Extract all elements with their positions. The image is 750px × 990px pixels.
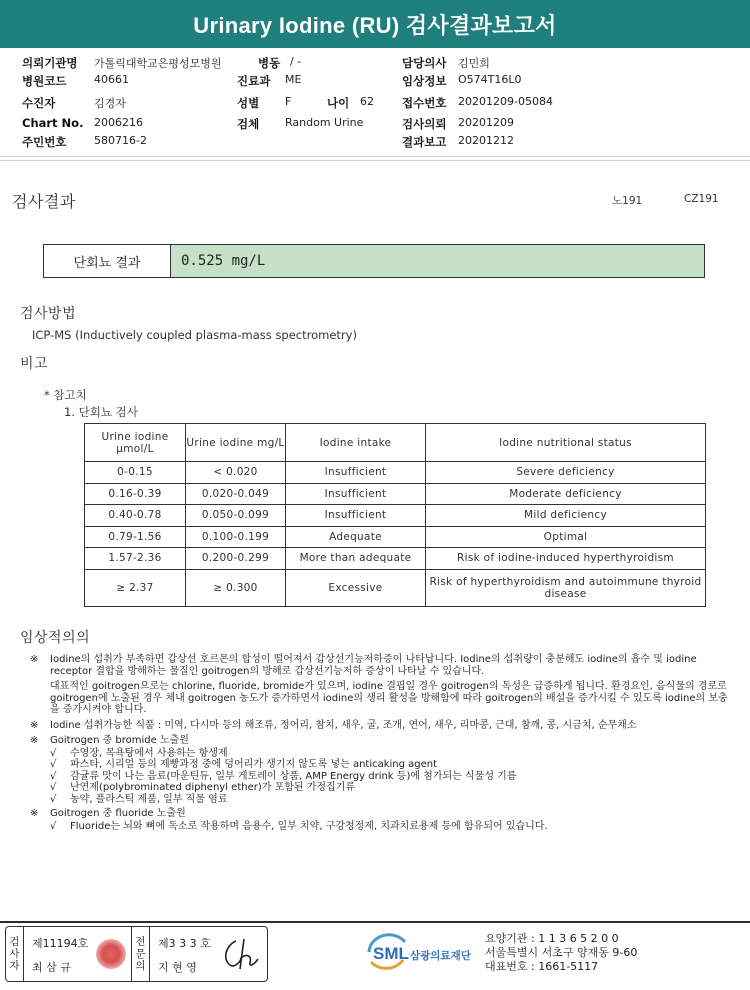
column-header: Iodine intake: [286, 424, 426, 462]
hospital-code-value: 40661: [94, 73, 129, 86]
specimen-value: Random Urine: [285, 116, 364, 129]
patient-label: 수진자: [22, 96, 56, 110]
check-icon: √: [50, 759, 57, 770]
specimen-label: 검체: [237, 117, 260, 131]
fluoride-title: ※ Goitrogen 중 fluoride 노출원: [30, 808, 186, 819]
seal-icon: [96, 939, 126, 969]
table-row: [85, 462, 706, 484]
table-row: [85, 505, 706, 527]
reference-mark-icon: ※: [30, 654, 39, 665]
report-date-label: 결과보고: [402, 135, 447, 149]
footer-divider: [0, 921, 750, 923]
table-row: [85, 526, 706, 548]
dept-label: 진료과: [237, 74, 271, 88]
ward-value: / -: [290, 55, 302, 68]
result-box: [43, 244, 705, 278]
check-icon: √: [50, 747, 57, 759]
signature-icon: [218, 935, 262, 973]
table-cell: < 0.020: [186, 462, 286, 484]
dept-value: ME: [285, 73, 302, 86]
clinical-paragraph: ※ Iodine의 섭취가 부족하면 갑상선 호르몬의 합성이 떨어져서 갑상선기능저하증이 나타납니다. Iodine의 섭취량이 충분해도 iodine의 흡수 및 iodine receptor 결합을 방해하는 물질인 goitrogen의 방해로 갑상선기능저하 증상이 나타날 수 있습니다.: [30, 654, 697, 677]
table-row: [85, 483, 706, 505]
method-title: 검사방법: [20, 306, 77, 322]
result-label: 단회뇨 결과: [44, 245, 171, 277]
table-cell: Optimal: [426, 526, 706, 548]
specialist-license: 제3 3 3 호: [158, 937, 211, 950]
clinical-body: [30, 654, 730, 832]
report-title: Urinary Iodine (RU) 검사결과보고서: [0, 0, 750, 48]
chart-value: 2006216: [94, 116, 143, 129]
age-value: 62: [360, 95, 374, 108]
table-cell: Insufficient: [286, 462, 426, 484]
chart-label: Chart No.: [22, 116, 84, 130]
specialist-name: 지 현 영: [158, 961, 197, 974]
column-header: Urine iodine mg/L: [186, 424, 286, 462]
table-cell: 0.40-0.78: [85, 505, 186, 527]
remarks-title: 비고: [20, 356, 49, 372]
clinical-paragraph: ※ Iodine 섭취가능한 식품 : 미역, 다시마 등의 해조류, 정어리, 참치, 새우, 굴, 조개, 연어, 새우, 리마콩, 근대, 참깨, 콩, 시금치, 순무채소: [30, 719, 637, 731]
sex-value: F: [285, 95, 292, 108]
request-date-value: 20201209: [458, 116, 514, 129]
report-date-value: 20201212: [458, 134, 514, 147]
table-cell: 0.100-0.199: [186, 526, 286, 548]
table-cell: Mild deficiency: [426, 505, 706, 527]
column-header: Iodine nutritional status: [426, 424, 706, 462]
inspector-name: 최 삼 규: [32, 961, 71, 974]
reference-subtitle: 1. 단회뇨 검사: [64, 405, 138, 419]
reference-mark-icon: ※: [30, 735, 39, 746]
request-date-label: 검사의뢰: [402, 117, 447, 131]
table-cell: ≥ 0.300: [186, 569, 286, 606]
table-cell: 0.79-1.56: [85, 526, 186, 548]
list-item: √ 감귤류 맛이 나는 음료(마운틴듀, 일부 게토레이 상품, AMP Energy drink 등)에 첨가되는 식물성 기름: [50, 770, 517, 782]
hospital-code-label: 병원코드: [22, 74, 67, 88]
age-label: 나이: [327, 96, 350, 110]
list-item: √ 수영장, 목욕탕에서 사용하는 항생제: [50, 747, 228, 759]
receipt-label: 접수번호: [402, 96, 447, 110]
sex-label: 성별: [237, 96, 260, 110]
divider: [0, 156, 750, 157]
table-cell: Adequate: [286, 526, 426, 548]
reference-table: [84, 423, 706, 607]
specialist-cell: [150, 927, 267, 981]
table-cell: 1.57-2.36: [85, 548, 186, 570]
divider: [0, 160, 750, 161]
table-row: [85, 569, 706, 606]
table-cell: 0.200-0.299: [186, 548, 286, 570]
table-cell: More than adequate: [286, 548, 426, 570]
column-header: Urine iodine μmol/L: [85, 424, 186, 462]
table-cell: Risk of hyperthyroidism and autoimmune thyroid disease: [426, 569, 706, 606]
table-cell: 0-0.15: [85, 462, 186, 484]
inspector-cell: [24, 927, 132, 981]
org-line: 대표번호 : 1661-5117: [485, 960, 599, 973]
table-cell: 0.050-0.099: [186, 505, 286, 527]
org-line: 요양기관 : 1 1 3 6 5 2 0 0: [485, 932, 619, 945]
ssn-label: 주민번호: [22, 135, 67, 149]
table-cell: 0.020-0.049: [186, 483, 286, 505]
logo-text: SML: [373, 944, 409, 963]
reference-mark-icon: ※: [30, 808, 39, 819]
receipt-value: 20201209-05084: [458, 95, 553, 108]
table-cell: Excessive: [286, 569, 426, 606]
clinical-title: 임상적의의: [20, 630, 91, 646]
requester-label: 의뢰기관명: [22, 56, 78, 70]
check-icon: √: [50, 820, 57, 832]
ward-label: 병동: [258, 56, 281, 70]
inspector-license: 제11194호: [32, 937, 89, 950]
check-icon: √: [50, 770, 57, 782]
method-text: ICP-MS (Inductively coupled plasma-mass spectrometry): [32, 328, 357, 342]
table-cell: Moderate deficiency: [426, 483, 706, 505]
test-code-1: 노191: [612, 195, 643, 207]
requester-value: 가톨릭대학교은평성모병원: [94, 57, 222, 70]
bromide-title: ※ Goitrogen 중 bromide 노출원: [30, 735, 189, 746]
table-header-row: [85, 424, 706, 462]
list-item: √ 난연제(polybrominated diphenyl ether)가 포함된 가정집기류: [50, 782, 356, 793]
table-cell: Risk of iodine-induced hyperthyroidism: [426, 548, 706, 570]
table-cell: Insufficient: [286, 505, 426, 527]
results-title: 검사결과: [12, 192, 76, 211]
table-cell: Insufficient: [286, 483, 426, 505]
reference-mark-icon: ※: [30, 719, 39, 731]
list-item: √ Fluoride는 뇌와 뼈에 독소로 작용하며 음용수, 일부 치약, 구강청정제, 치과치료용제 등에 함유되어 있습니다.: [50, 820, 548, 832]
inspector-label: 검 사 자: [6, 927, 24, 981]
ssn-value: 580716-2: [94, 134, 147, 147]
check-icon: √: [50, 793, 57, 805]
specialist-label: 전 문 의: [132, 927, 150, 981]
list-item: √ 파스타, 시리얼 등의 제빵과정 중에 덩어리가 생기지 않도록 넣는 anticaking agent: [50, 759, 438, 770]
doctor-value: 김민희: [458, 57, 490, 70]
logo-subtext: 삼광의료재단: [410, 950, 471, 962]
signature-box: [5, 926, 268, 982]
clinical-info-value: O574T16L0: [458, 73, 522, 86]
table-cell: 0.16-0.39: [85, 483, 186, 505]
table-cell: Severe deficiency: [426, 462, 706, 484]
list-item: √ 농약, 플라스틱 제품, 일부 직물 염료: [50, 793, 228, 805]
clinical-paragraph: 대표적인 goitrogen으로는 chlorine, fluoride, bromide가 있으며, iodine 결핍일 경우 goitrogen의 독성은 급증하게 됩니다. 환경요인, 음식물의 경로로 goitrogen에 노출된 경우 체내 goitrogen 농도가 증가하면서 iodine의 생리 활성을 방해함에 따라 goitrogen의 배설을 증가시킬 수 있도록 iodine의 보충을 증가시켜야 합니다.: [50, 681, 728, 715]
clinical-info-label: 임상정보: [402, 74, 447, 88]
test-code-2: CZ191: [684, 193, 719, 205]
organization-info: [485, 932, 637, 974]
table-row: [85, 548, 706, 570]
check-icon: √: [50, 782, 57, 793]
patient-value: 김경자: [94, 97, 126, 110]
sml-logo: [365, 930, 485, 974]
reference-title: * 참고치: [44, 388, 87, 402]
org-line: 서울특별시 서초구 양재동 9-60: [485, 946, 638, 959]
table-cell: ≥ 2.37: [85, 569, 186, 606]
doctor-label: 담당의사: [402, 56, 447, 70]
result-value: 0.525 mg/L: [171, 245, 704, 277]
